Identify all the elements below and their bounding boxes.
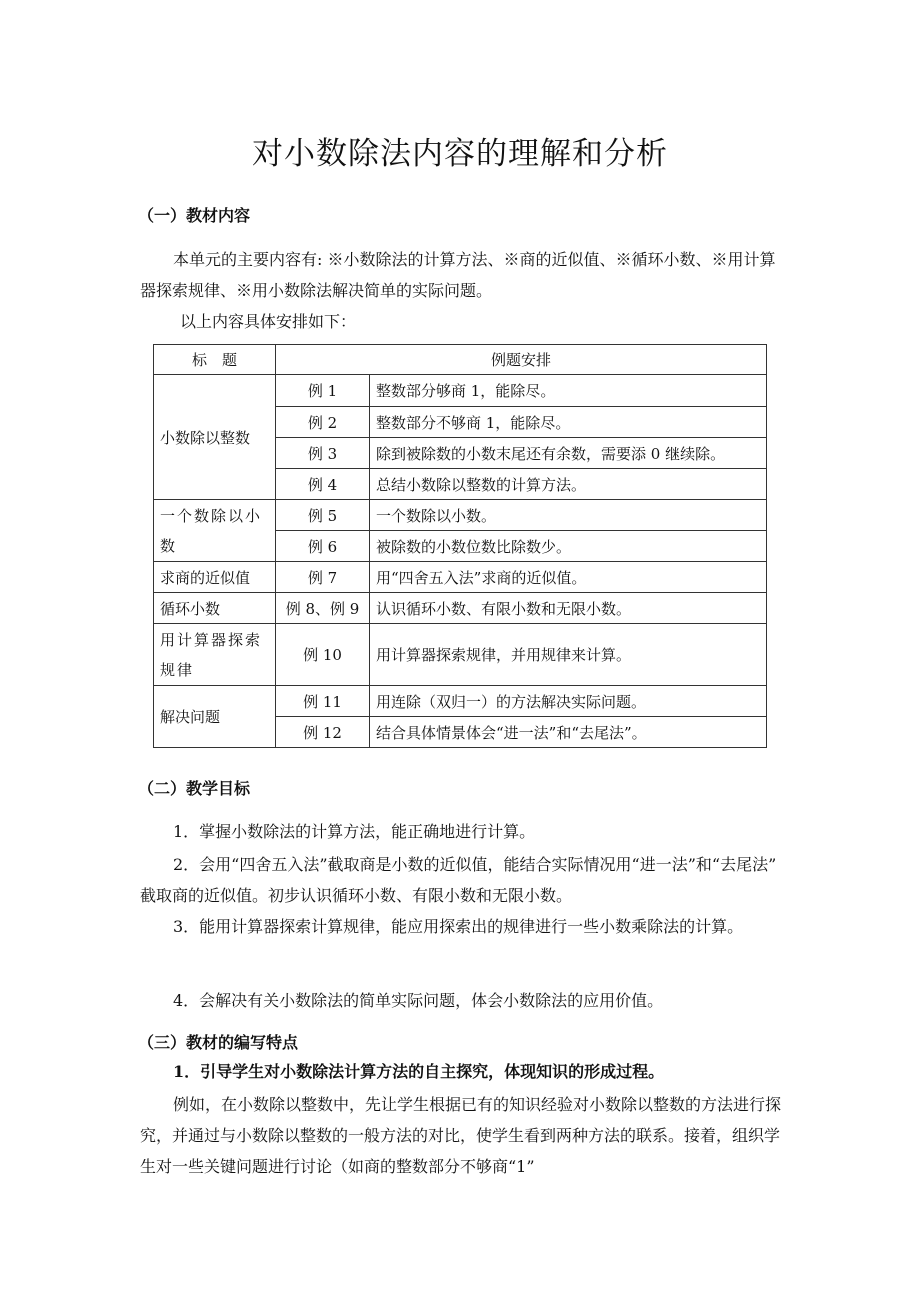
topic-cell: 求商的近似值 — [154, 562, 276, 593]
topic-cell: 循环小数 — [154, 593, 276, 624]
description-cell: 一个数除以小数。 — [370, 500, 767, 531]
goal-1: 1．掌握小数除法的计算方法，能正确地进行计算。 — [173, 822, 536, 841]
table-row — [154, 624, 767, 686]
example-cell: 例 4 — [276, 469, 370, 500]
goal-2: 2．会用“四舍五入法”截取商是小数的近似值，能结合实际情况用“进一法”和“去尾法” 截取商的近似值。初步认识循环小数、有限小数和无限小数。 — [140, 855, 793, 905]
description-cell: 用“四舍五入法”求商的近似值。 — [370, 562, 767, 593]
description-cell: 用连除（双归一）的方法解决实际问题。 — [370, 686, 767, 717]
example-cell: 例 3 — [276, 438, 370, 469]
table-header-row — [154, 345, 767, 375]
example-arrangement-table — [153, 344, 767, 748]
section-2-heading: （二）教学目标 — [138, 779, 251, 798]
description-cell: 除到被除数的小数末尾还有余数，需要添 0 继续除。 — [370, 438, 767, 469]
section-3-heading: （三）教材的编写特点 — [138, 1033, 299, 1052]
section-1-lead: 以上内容具体安排如下： — [180, 312, 357, 331]
description-cell: 结合具体情景体会“进一法”和“去尾法”。 — [370, 717, 767, 748]
header-topic: 标 题 — [154, 345, 276, 375]
example-cell: 例 1 — [276, 375, 370, 407]
header-examples: 例题安排 — [276, 345, 767, 375]
topic-cell: 小数除以整数 — [154, 375, 276, 500]
table-row — [154, 375, 767, 407]
feature-point-1: 1．引导学生对小数除法计算方法的自主探究，体现知识的形成过程。 — [173, 1062, 665, 1081]
description-cell: 总结小数除以整数的计算方法。 — [370, 469, 767, 500]
topic-cell: 用计算器探索规律 — [154, 624, 276, 686]
example-cell: 例 8、例 9 — [276, 593, 370, 624]
example-cell: 例 10 — [276, 624, 370, 686]
description-cell: 用计算器探索规律，并用规律来计算。 — [370, 624, 767, 686]
example-cell: 例 2 — [276, 407, 370, 438]
page-title: 对小数除法内容的理解和分析 — [252, 136, 668, 172]
section-1-heading: （一）教材内容 — [138, 206, 251, 225]
topic-cell: 解决问题 — [154, 686, 276, 748]
description-cell: 整数部分不够商 1，能除尽。 — [370, 407, 767, 438]
table-row — [154, 593, 767, 624]
example-cell: 例 7 — [276, 562, 370, 593]
example-cell: 例 5 — [276, 500, 370, 531]
section-1-intro: 本单元的主要内容有: ※小数除法的计算方法、※商的近似值、※循环小数、※用计算器探索规律、※用小数除法解决简单的实际问题。 — [140, 250, 776, 300]
goal-4: 4．会解决有关小数除法的简单实际问题，体会小数除法的应用价值。 — [173, 991, 664, 1010]
example-cell: 例 6 — [276, 531, 370, 562]
table-row — [154, 500, 767, 531]
example-cell: 例 11 — [276, 686, 370, 717]
example-cell: 例 12 — [276, 717, 370, 748]
table-row — [154, 562, 767, 593]
description-cell: 整数部分够商 1，能除尽。 — [370, 375, 767, 407]
description-cell: 被除数的小数位数比除数少。 — [370, 531, 767, 562]
feature-body: 例如，在小数除以整数中，先让学生根据已有的知识经验对小数除以整数的方法进行探究，并通过与小数除以整数的一般方法的对比，使学生看到两种方法的联系。接着，组织学生对一些关键问题进行讨论（如商的整数部分不够商“1” — [140, 1095, 782, 1176]
goal-3: 3．能用计算器探索计算规律，能应用探索出的规律进行一些小数乘除法的计算。 — [173, 917, 744, 936]
topic-cell: 一个数除以小数 — [154, 500, 276, 562]
description-cell: 认识循环小数、有限小数和无限小数。 — [370, 593, 767, 624]
table-row — [154, 686, 767, 717]
